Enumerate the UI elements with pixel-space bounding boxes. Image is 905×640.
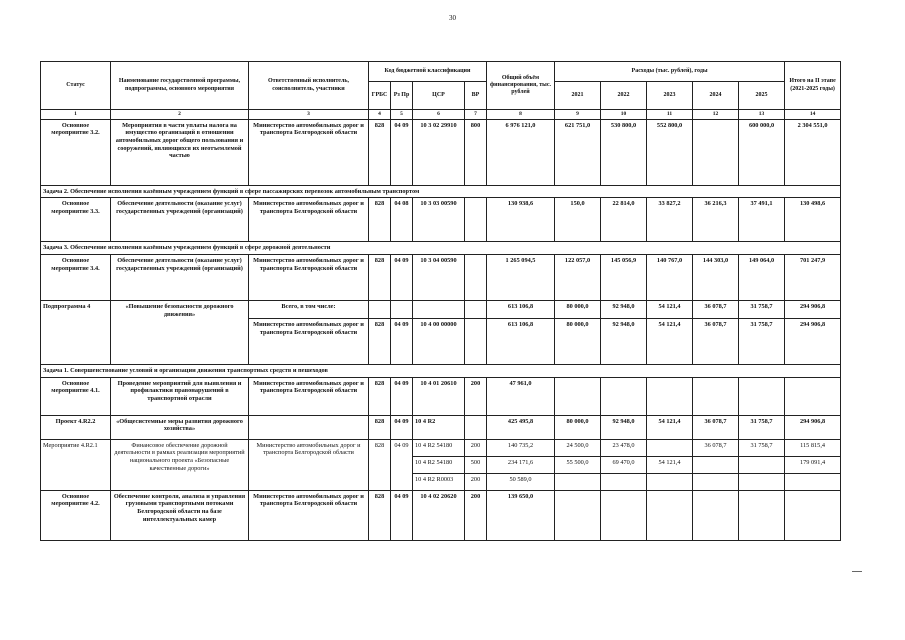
row-2024: 36 216,3: [693, 198, 739, 242]
row-2021: 621 751,0: [555, 119, 601, 185]
row-name: Обеспечение контроля, анализа и управления грузовыми транспортными потоками Белгородской области на базе интеллектуальных камер: [111, 490, 249, 540]
row-total: 1 265 094,5: [487, 255, 555, 301]
task-row: [41, 242, 841, 255]
task-2-heading: Задача 2. Обеспечение исполнения казённым учреждением функций в сфере пассажирских перевозок автомобильным транспортом: [41, 185, 841, 198]
row-vr: 800: [465, 119, 487, 185]
row-vr: [465, 319, 487, 365]
col-num: 8: [487, 110, 555, 120]
col-num: 4: [369, 110, 391, 120]
row-2022: [601, 377, 647, 415]
task-3-heading: Задача 3. Обеспечение исполнения казённым учреждением функций в сфере дорожной деятельности: [41, 242, 841, 255]
header-rzpr: Рз Пр: [391, 82, 413, 110]
row-2023: 54 121,4: [647, 456, 693, 473]
header-budget-code: Код бюджетной классификации: [369, 62, 487, 82]
table-row: [41, 377, 841, 415]
row-csr: 10 4 00 00000: [413, 319, 465, 365]
row-csr: 10 4 R2 R0003: [413, 473, 465, 490]
table-row: [41, 301, 841, 319]
row-csr: 10 3 04 00590: [413, 255, 465, 301]
row-rzpr: 04 09: [391, 319, 413, 365]
row-csr: 10 4 R2: [413, 415, 465, 439]
col-num: 7: [465, 110, 487, 120]
row-rzpr: 04 09: [391, 439, 413, 490]
row-2021: 122 057,0: [555, 255, 601, 301]
col-num: 14: [785, 110, 841, 120]
row-executor: Министерство автомобильных дорог и транспорта Белгородской области: [249, 319, 369, 365]
col-num: 1: [41, 110, 111, 120]
row-grbs: [369, 301, 391, 319]
row-2021: 80 000,0: [555, 301, 601, 319]
row-status: Основное мероприятие 4.1.: [41, 377, 111, 415]
row-grbs: 828: [369, 439, 391, 490]
col-num: 3: [249, 110, 369, 120]
row-2022: [601, 473, 647, 490]
row-total: 613 106,8: [487, 319, 555, 365]
row-status: Основное мероприятие 4.2.: [41, 490, 111, 540]
table-row: [41, 255, 841, 301]
row-rzpr: 04 09: [391, 415, 413, 439]
row-status: Подпрограмма 4: [41, 301, 111, 365]
row-2021: 80 000,0: [555, 415, 601, 439]
row-executor: Министерство автомобильных дорог и транспорта Белгородской области: [249, 377, 369, 415]
row-total: 234 171,6: [487, 456, 555, 473]
row-2025: 31 758,7: [739, 319, 785, 365]
row-executor: Министерство автомобильных дорог и транспорта Белгородской области: [249, 119, 369, 185]
row-2021: 55 500,0: [555, 456, 601, 473]
col-num: 2: [111, 110, 249, 120]
row-csr: 10 4 01 20610: [413, 377, 465, 415]
scan-mark: [852, 571, 862, 572]
task-row: [41, 185, 841, 198]
row-rzpr: 04 09: [391, 255, 413, 301]
col-num: 12: [693, 110, 739, 120]
header-2022: 2022: [601, 82, 647, 110]
row-2021: 24 500,0: [555, 439, 601, 456]
row-stage-total: 294 906,8: [785, 319, 841, 365]
row-vr: 200: [465, 439, 487, 456]
task-row: [41, 365, 841, 378]
header-2024: 2024: [693, 82, 739, 110]
row-rzpr: 04 09: [391, 377, 413, 415]
row-2023: [647, 490, 693, 540]
row-vr: 200: [465, 473, 487, 490]
row-2022: 23 478,0: [601, 439, 647, 456]
row-vr: [465, 301, 487, 319]
row-2022: 92 948,0: [601, 415, 647, 439]
row-vr: [465, 255, 487, 301]
row-csr: 10 3 02 29910: [413, 119, 465, 185]
row-stage-total: 179 091,4: [785, 456, 841, 473]
row-2023: 54 121,4: [647, 415, 693, 439]
row-executor: Министерство автомобильных дорог и транспорта Белгородской области: [249, 490, 369, 540]
row-2022: 92 948,0: [601, 319, 647, 365]
header-2025: 2025: [739, 82, 785, 110]
header-grbs: ГРБС: [369, 82, 391, 110]
row-2025: [739, 473, 785, 490]
header-total: Общий объём финансирования, тыс. рублей: [487, 62, 555, 110]
row-2025: [739, 490, 785, 540]
row-total: 613 106,8: [487, 301, 555, 319]
table-row: [41, 415, 841, 439]
row-grbs: 828: [369, 198, 391, 242]
row-2024: [693, 377, 739, 415]
table-row: [41, 490, 841, 540]
header-name: Наименование государственной программы, подпрограммы, основного мероприятия: [111, 62, 249, 110]
row-status: Мероприятие 4.R2.1: [41, 439, 111, 490]
row-2024: 36 078,7: [693, 301, 739, 319]
row-2022: [601, 490, 647, 540]
row-stage-total: 294 906,8: [785, 301, 841, 319]
row-stage-total: 2 304 551,0: [785, 119, 841, 185]
page-number: 30: [449, 14, 456, 22]
row-2023: 54 121,4: [647, 319, 693, 365]
header-vr: ВР: [465, 82, 487, 110]
row-2023: 552 800,0: [647, 119, 693, 185]
row-2024: 36 078,7: [693, 415, 739, 439]
row-stage-total: 701 247,9: [785, 255, 841, 301]
row-name: Обеспечение деятельности (оказание услуг) государственных учреждений (организаций): [111, 198, 249, 242]
row-2024: [693, 456, 739, 473]
row-total: 139 650,0: [487, 490, 555, 540]
row-2025: 31 758,7: [739, 415, 785, 439]
row-rzpr: 04 08: [391, 198, 413, 242]
row-2022: 92 948,0: [601, 301, 647, 319]
row-name: Мероприятия в части уплаты налога на имущество организаций в отношении автомобильных дорог общего пользования и сооружений, являющихся их неотъемлемой частью: [111, 119, 249, 185]
row-stage-total: 130 498,6: [785, 198, 841, 242]
row-status: Основное мероприятие 3.4.: [41, 255, 111, 301]
row-grbs: 828: [369, 119, 391, 185]
col-num: 9: [555, 110, 601, 120]
row-2022: 22 814,0: [601, 198, 647, 242]
row-vr: [465, 198, 487, 242]
row-vr: 200: [465, 490, 487, 540]
row-grbs: 828: [369, 490, 391, 540]
row-2024: 144 303,0: [693, 255, 739, 301]
row-2024: [693, 473, 739, 490]
table-row: [41, 439, 841, 456]
header-executor: Ответственный исполнитель, соисполнитель, участники: [249, 62, 369, 110]
row-total: 140 735,2: [487, 439, 555, 456]
row-2021: [555, 377, 601, 415]
row-2024: [693, 119, 739, 185]
row-grbs: 828: [369, 319, 391, 365]
header-expenses: Расходы (тыс. рублей), годы: [555, 62, 785, 82]
row-rzpr: [391, 301, 413, 319]
row-total: 47 961,0: [487, 377, 555, 415]
row-2022: 530 800,0: [601, 119, 647, 185]
row-2022: 69 470,0: [601, 456, 647, 473]
row-grbs: 828: [369, 415, 391, 439]
row-status: Проект 4.R2.2: [41, 415, 111, 439]
row-2025: 31 758,7: [739, 301, 785, 319]
row-2025: 31 758,7: [739, 439, 785, 456]
row-2023: [647, 473, 693, 490]
task-1-heading: Задача 1. Совершенствование условий и организации движения транспортных средств и пешеходов: [41, 365, 841, 378]
row-grbs: 828: [369, 255, 391, 301]
row-stage-total: [785, 377, 841, 415]
col-num: 11: [647, 110, 693, 120]
row-grbs: 828: [369, 377, 391, 415]
row-name: Проведение мероприятий для выявления и профилактики правонарушений в транспортной отрасли: [111, 377, 249, 415]
row-csr: [413, 301, 465, 319]
header-stage-total: Итого на II этапе (2021-2025 годы): [785, 62, 841, 110]
row-2023: [647, 377, 693, 415]
row-2024: 36 078,7: [693, 439, 739, 456]
table-row: [41, 198, 841, 242]
row-stage-total: [785, 473, 841, 490]
row-name: «Общесистемные меры развития дорожного хозяйства»: [111, 415, 249, 439]
financing-table: [40, 61, 841, 541]
row-2021: [555, 473, 601, 490]
row-name: Обеспечение деятельности (оказание услуг) государственных учреждений (организаций): [111, 255, 249, 301]
row-stage-total: 294 906,8: [785, 415, 841, 439]
row-rzpr: 04 09: [391, 119, 413, 185]
row-total: 425 495,8: [487, 415, 555, 439]
col-num: 13: [739, 110, 785, 120]
row-2023: [647, 439, 693, 456]
row-2021: 80 000,0: [555, 319, 601, 365]
row-2023: 140 767,0: [647, 255, 693, 301]
row-executor: Министерство автомобильных дорог и транспорта Белгородской области: [249, 439, 369, 490]
row-total: 130 938,6: [487, 198, 555, 242]
row-2024: 36 078,7: [693, 319, 739, 365]
row-stage-total: [785, 490, 841, 540]
row-executor: Министерство автомобильных дорог и транспорта Белгородской области: [249, 255, 369, 301]
row-executor: Министерство автомобильных дорог и транспорта Белгородской области: [249, 198, 369, 242]
row-status: Основное мероприятие 3.3.: [41, 198, 111, 242]
row-2024: [693, 490, 739, 540]
row-2025: 600 000,0: [739, 119, 785, 185]
row-csr: 10 3 03 00590: [413, 198, 465, 242]
column-number-row: [41, 110, 841, 120]
header-status: Статус: [41, 62, 111, 110]
row-2025: 149 064,0: [739, 255, 785, 301]
row-total: 6 976 121,0: [487, 119, 555, 185]
row-total: 50 589,0: [487, 473, 555, 490]
row-csr: 10 4 02 20620: [413, 490, 465, 540]
row-vr: 500: [465, 456, 487, 473]
header-row: [41, 62, 841, 82]
row-all-label: Всего, в том числе:: [249, 301, 369, 319]
row-2025: [739, 456, 785, 473]
row-vr: 200: [465, 377, 487, 415]
row-name: Финансовое обеспечение дорожной деятельности в рамках реализации мероприятий национального проекта «Безопасные качественные дороги»: [111, 439, 249, 490]
row-2021: 150,0: [555, 198, 601, 242]
header-2023: 2023: [647, 82, 693, 110]
table-row: [41, 119, 841, 185]
row-rzpr: 04 09: [391, 490, 413, 540]
row-csr: 10 4 R2 54180: [413, 439, 465, 456]
row-executor: [249, 415, 369, 439]
col-num: 6: [413, 110, 465, 120]
row-name: «Повышение безопасности дорожного движения»: [111, 301, 249, 365]
row-2021: [555, 490, 601, 540]
header-csr: ЦСР: [413, 82, 465, 110]
row-vr: [465, 415, 487, 439]
row-2025: [739, 377, 785, 415]
row-2025: 37 491,1: [739, 198, 785, 242]
header-2021: 2021: [555, 82, 601, 110]
col-num: 10: [601, 110, 647, 120]
row-csr: 10 4 R2 54180: [413, 456, 465, 473]
row-status: Основное мероприятие 3.2.: [41, 119, 111, 185]
row-stage-total: 115 815,4: [785, 439, 841, 456]
row-2022: 145 056,9: [601, 255, 647, 301]
row-2023: 54 121,4: [647, 301, 693, 319]
row-2023: 33 827,2: [647, 198, 693, 242]
col-num: 5: [391, 110, 413, 120]
